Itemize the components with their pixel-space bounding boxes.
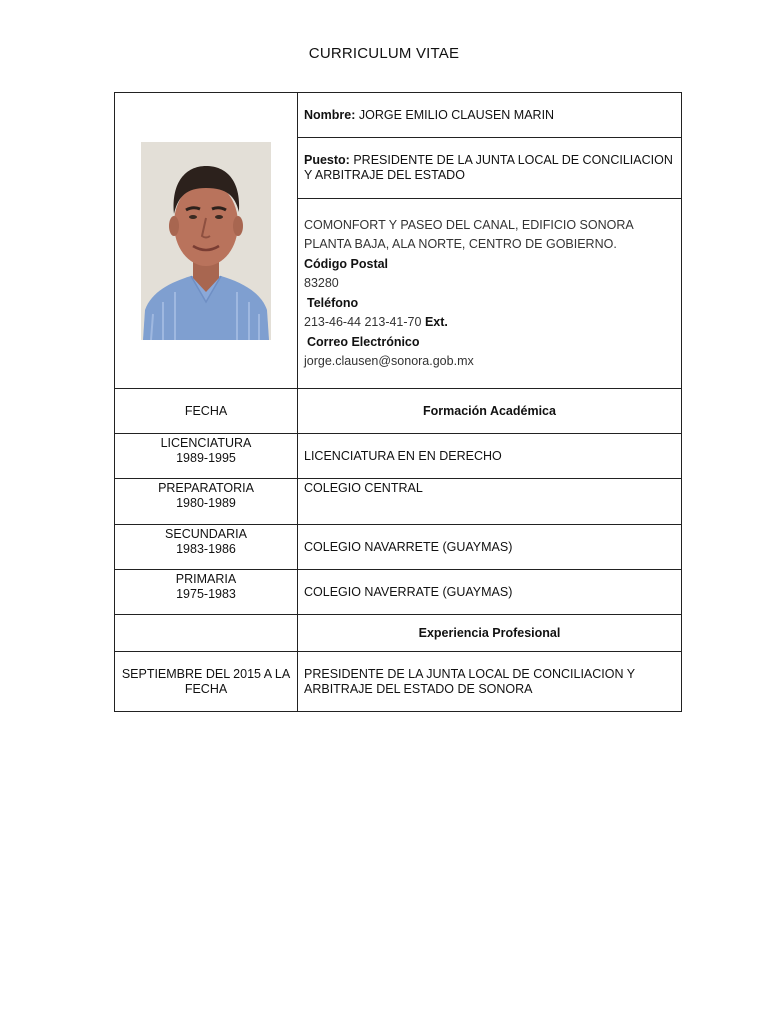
contact-cell <box>298 199 682 389</box>
postal-code-label: Código Postal <box>304 256 389 271</box>
postal-code-value: 83280 <box>304 276 339 290</box>
education-date-cell <box>115 525 298 570</box>
experience-description: PRESIDENTE DE LA JUNTA LOCAL DE CONCILIACION Y ARBITRAJE DEL ESTADO DE SONORA <box>298 652 682 712</box>
email-label: Correo Electrónico <box>307 334 420 349</box>
education-level: PREPARATORIA <box>158 481 254 495</box>
education-date-cell <box>115 434 298 479</box>
education-row <box>115 525 682 570</box>
education-institution: COLEGIO NAVERRATE (GUAYMAS) <box>298 570 682 615</box>
ext-label: Ext. <box>424 315 448 329</box>
education-date-cell <box>115 570 298 615</box>
address-line-1: COMONFORT Y PASEO DEL CANAL, EDIFICIO SONORA <box>304 217 634 232</box>
education-level: LICENCIATURA <box>160 436 252 450</box>
education-row <box>115 434 682 479</box>
position-cell <box>298 138 682 199</box>
photo-cell <box>115 93 298 389</box>
cv-table <box>114 92 682 712</box>
education-years: 1975-1983 <box>176 587 236 601</box>
phone-label: Teléfono <box>307 295 359 310</box>
education-years: 1983-1986 <box>176 542 236 556</box>
email-value[interactable]: jorge.clausen@sonora.gob.mx <box>304 354 474 368</box>
education-date-cell <box>115 479 298 525</box>
experience-header: Experiencia Profesional <box>298 615 682 652</box>
education-institution: COLEGIO NAVARRETE (GUAYMAS) <box>298 525 682 570</box>
page-title: CURRICULUM VITAE <box>308 45 460 62</box>
address-line-2: PLANTA BAJA, ALA NORTE, CENTRO DE GOBIERNO. <box>304 237 617 251</box>
position-value: PRESIDENTE DE LA JUNTA LOCAL DE CONCILIACION Y ARBITRAJE DEL ESTADO <box>304 153 673 182</box>
education-institution: COLEGIO CENTRAL <box>298 479 682 525</box>
education-institution: LICENCIATURA EN EN DERECHO <box>298 434 682 479</box>
education-level: SECUNDARIA <box>165 527 247 541</box>
education-row <box>115 479 682 525</box>
name-label: Nombre: <box>304 107 356 122</box>
name-value: JORGE EMILIO CLAUSEN MARIN <box>358 107 555 122</box>
portrait-photo <box>141 142 271 340</box>
position-label: Puesto: <box>304 153 350 167</box>
date-header: FECHA <box>115 389 298 434</box>
experience-header-spacer <box>115 615 298 652</box>
experience-date: SEPTIEMBRE DEL 2015 A LA FECHA <box>115 652 298 712</box>
experience-row <box>115 652 682 712</box>
education-row <box>115 570 682 615</box>
education-level: PRIMARIA <box>175 572 237 586</box>
phone-line <box>304 313 675 333</box>
education-years: 1989-1995 <box>176 451 236 465</box>
education-header: Formación Académica <box>298 389 682 434</box>
phone-value: 213-46-44 213-41-70 <box>304 315 422 329</box>
name-cell <box>298 93 682 138</box>
education-years: 1980-1989 <box>176 496 236 510</box>
